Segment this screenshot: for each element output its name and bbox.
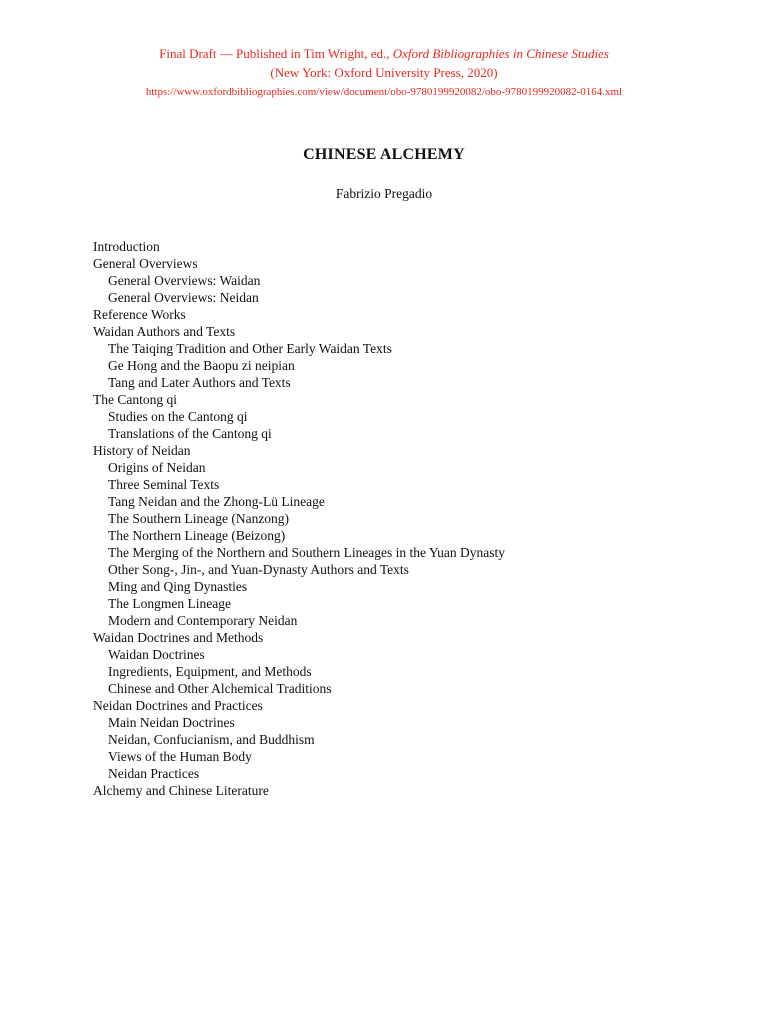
toc-subsection-item: Main Neidan Doctrines — [108, 715, 235, 730]
toc-subsection-item: The Longmen Lineage — [108, 596, 231, 611]
toc-subsection-item: Views of the Human Body — [108, 749, 252, 764]
publication-note — [0, 44, 768, 100]
toc-section-item: Waidan Doctrines and Methods — [93, 630, 264, 645]
toc-subsection-item: Translations of the Cantong qi — [108, 426, 272, 441]
toc-subsection-item: Neidan, Confucianism, and Buddhism — [108, 732, 315, 747]
toc-subsection-item: The Southern Lineage (Nanzong) — [108, 511, 290, 526]
toc-subsection-item: The Northern Lineage (Beizong) — [108, 528, 286, 543]
toc-subsection-item: Chinese and Other Alchemical Traditions — [108, 681, 332, 696]
toc-section-item: Neidan Doctrines and Practices — [93, 698, 263, 713]
toc-section-item: Introduction — [93, 239, 160, 254]
toc-section-item: General Overviews — [93, 256, 198, 271]
toc-subsection-item: General Overviews: Neidan — [108, 290, 259, 305]
toc-subsection-item: Ingredients, Equipment, and Methods — [108, 664, 312, 679]
toc-subsection-item: Origins of Neidan — [108, 460, 206, 475]
document-author: Fabrizio Pregadio — [335, 186, 433, 201]
toc-subsection-item: General Overviews: Waidan — [108, 273, 261, 288]
publication-prefix: Final Draft — Published in Tim Wright, ed., — [159, 46, 393, 61]
toc-section-item: History of Neidan — [93, 443, 191, 458]
toc-section-item: Waidan Authors and Texts — [93, 324, 236, 339]
toc-section-item: Reference Works — [93, 307, 186, 322]
publication-line-1 — [0, 44, 768, 63]
toc-subsection-item: Ge Hong and the Baopu zi neipian — [108, 358, 295, 373]
toc-subsection-item: Waidan Doctrines — [108, 647, 205, 662]
document-title: CHINESE ALCHEMY — [303, 146, 465, 163]
toc-subsection-item: Modern and Contemporary Neidan — [108, 613, 298, 628]
toc-subsection-item: Other Song-, Jin-, and Yuan-Dynasty Authors and Texts — [108, 562, 409, 577]
toc-subsection-item: The Merging of the Northern and Southern Lineages in the Yuan Dynasty — [108, 545, 506, 560]
toc-subsection-item: Tang Neidan and the Zhong-Lü Lineage — [108, 494, 325, 509]
toc-subsection-item: Three Seminal Texts — [108, 477, 220, 492]
toc-subsection-item: Neidan Practices — [108, 766, 200, 781]
toc-section-item: The Cantong qi — [93, 392, 177, 407]
toc-subsection-item: The Taiqing Tradition and Other Early Waidan Texts — [108, 341, 392, 356]
toc-subsection-item: Tang and Later Authors and Texts — [108, 375, 291, 390]
publication-series-title: Oxford Bibliographies in Chinese Studies — [392, 46, 609, 61]
toc-subsection-item: Ming and Qing Dynasties — [108, 579, 248, 594]
toc-section-item: Alchemy and Chinese Literature — [93, 783, 269, 798]
publication-line-2: (New York: Oxford University Press, 2020) — [270, 65, 498, 80]
publication-url[interactable]: https://www.oxfordbibliographies.com/view/document/obo-9780199920082/obo-9780199920082-0164.xml — [145, 86, 623, 98]
table-of-contents — [93, 238, 713, 799]
toc-subsection-item: Studies on the Cantong qi — [108, 409, 248, 424]
